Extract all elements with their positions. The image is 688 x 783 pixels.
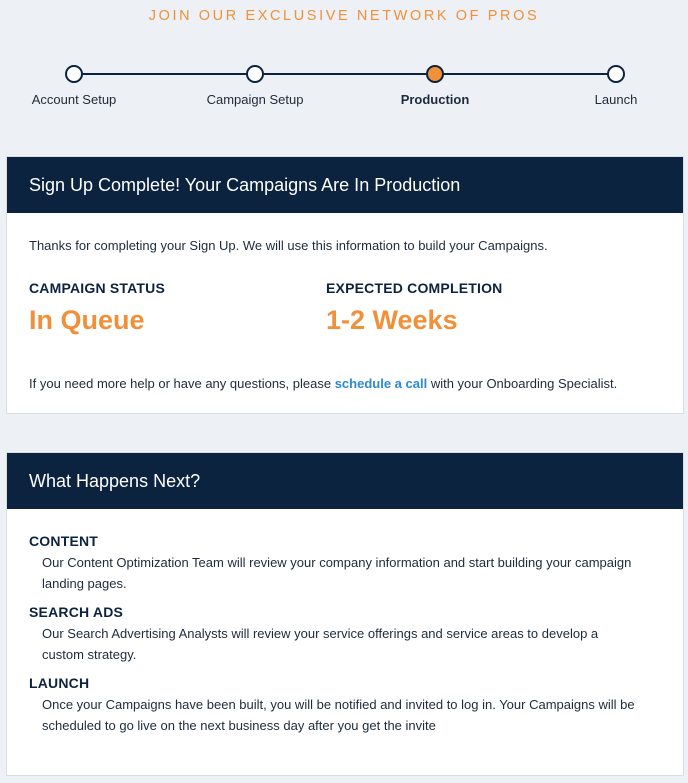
campaign-status-value: In Queue [29,305,145,335]
section-title: CONTENT [29,533,99,549]
section-text: Once your Campaigns have been built, you will be notified and invited to log in. Your Campaigns will be scheduled to go live on the next business day after you get the invite [42,697,635,733]
help-prefix: If you need more help or have any questions, please [29,376,335,391]
what-happens-next-card [6,452,684,776]
help-suffix: with your Onboarding Specialist. [427,376,618,391]
tagline: JOIN OUR EXCLUSIVE NETWORK OF PROS [148,8,540,24]
card-header [7,157,683,213]
step-production [365,64,505,107]
step-campaign-setup [185,64,325,107]
intro-text: Thanks for completing your Sign Up. We will use this information to build your Campaigns. [29,238,548,253]
schedule-call-link[interactable]: schedule a call [334,376,428,391]
signup-complete-card [6,156,684,414]
step-label: Account Setup [31,92,117,107]
step-dot-current [426,65,444,83]
step-account-setup [4,64,144,107]
expected-completion-value: 1-2 Weeks [326,305,458,335]
step-dot [65,65,83,83]
step-dot [246,65,264,83]
campaign-status-label: CAMPAIGN STATUS [29,280,165,296]
section-text: Our Content Optimization Team will review your company information and start building your campaign landing pages. [42,555,632,591]
section-title: LAUNCH [29,675,90,691]
status-summary [29,280,661,380]
section-title: SEARCH ADS [29,604,124,620]
step-dot [607,65,625,83]
expected-completion [326,280,502,336]
step-label: Campaign Setup [206,92,304,107]
card-title: What Happens Next? [29,470,201,491]
step-launch [546,64,686,107]
card-header [7,453,683,509]
progress-stepper [0,64,688,114]
section-launch [29,675,661,736]
section-search-ads [29,604,661,665]
section-text: Our Search Advertising Analysts will review your service offerings and service areas to develop a custom strategy. [42,626,599,662]
campaign-status [29,280,165,336]
expected-completion-label: EXPECTED COMPLETION [326,280,503,296]
section-content [29,533,661,594]
step-label: Production [400,92,470,107]
card-body [7,213,683,393]
card-title: Sign Up Complete! Your Campaigns Are In Production [29,174,461,195]
step-label: Launch [594,92,638,107]
stepper-line [74,73,616,75]
card-body [7,509,683,736]
